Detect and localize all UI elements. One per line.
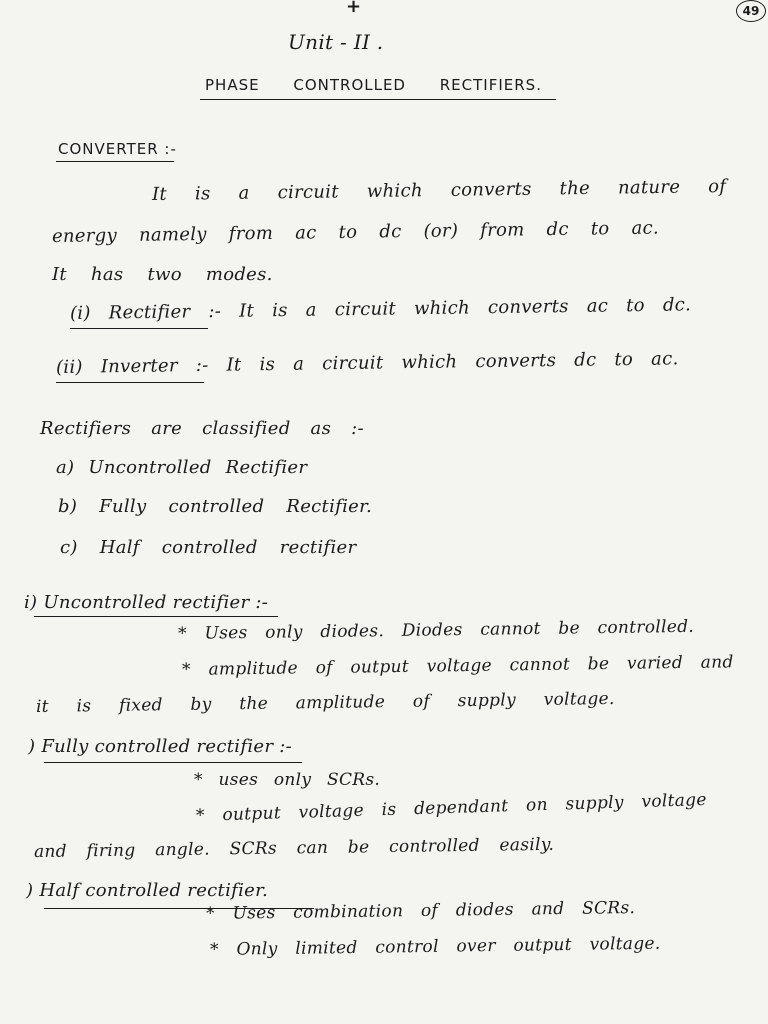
fully-point-1: * uses only SCRs. bbox=[194, 770, 381, 790]
classification-item-c: c) Half controlled rectifier bbox=[60, 537, 357, 558]
top-plus-mark: + bbox=[346, 0, 362, 17]
fully-point-3: and firing angle. SCRs can be controlled easily. bbox=[33, 834, 555, 862]
uncontrolled-point-3: it is fixed by the amplitude of supply voltage. bbox=[35, 688, 615, 717]
unit-heading: Unit - II . bbox=[288, 30, 384, 54]
uncontrolled-heading-underline bbox=[34, 616, 278, 617]
half-point-2: * Only limited control over output voltage. bbox=[209, 933, 661, 960]
uncontrolled-point-1: * Uses only diodes. Diodes cannot be controlled. bbox=[177, 616, 695, 644]
mode-rectifier: (i) Rectifier :- It is a circuit which converts ac to dc. bbox=[69, 294, 692, 324]
page-number-badge: 49 bbox=[736, 0, 766, 22]
classification-item-b: b) Fully controlled Rectifier. bbox=[58, 496, 373, 517]
converter-line-3: It has two modes. bbox=[52, 264, 273, 285]
half-point-1: * Uses combination of diodes and SCRs. bbox=[205, 898, 636, 924]
converter-heading-underline bbox=[56, 161, 174, 162]
uncontrolled-heading: i) Uncontrolled rectifier :- bbox=[24, 592, 269, 613]
converter-line-1: It is a circuit which converts the nature of bbox=[151, 175, 727, 205]
inverter-underline bbox=[56, 382, 204, 383]
half-controlled-heading: ) Half controlled rectifier. bbox=[26, 880, 269, 901]
fully-point-2: * output voltage is dependant on supply voltage bbox=[195, 789, 707, 826]
rectifier-underline bbox=[70, 328, 208, 329]
classification-item-a: a) Uncontrolled Rectifier bbox=[56, 457, 308, 478]
fully-controlled-heading: ) Fully controlled rectifier :- bbox=[28, 736, 292, 757]
classification-heading: Rectifiers are classified as :- bbox=[40, 418, 364, 439]
converter-heading: CONVERTER :- bbox=[58, 140, 177, 158]
page-title: PHASE CONTROLLED RECTIFIERS. bbox=[205, 76, 542, 94]
uncontrolled-point-2: * amplitude of output voltage cannot be varied and bbox=[181, 652, 734, 680]
converter-line-2: energy namely from ac to dc (or) from dc to ac. bbox=[51, 217, 660, 247]
fully-controlled-heading-underline bbox=[44, 762, 302, 763]
title-underline bbox=[200, 99, 556, 100]
mode-inverter: (ii) Inverter :- It is a circuit which converts dc to ac. bbox=[55, 348, 679, 378]
